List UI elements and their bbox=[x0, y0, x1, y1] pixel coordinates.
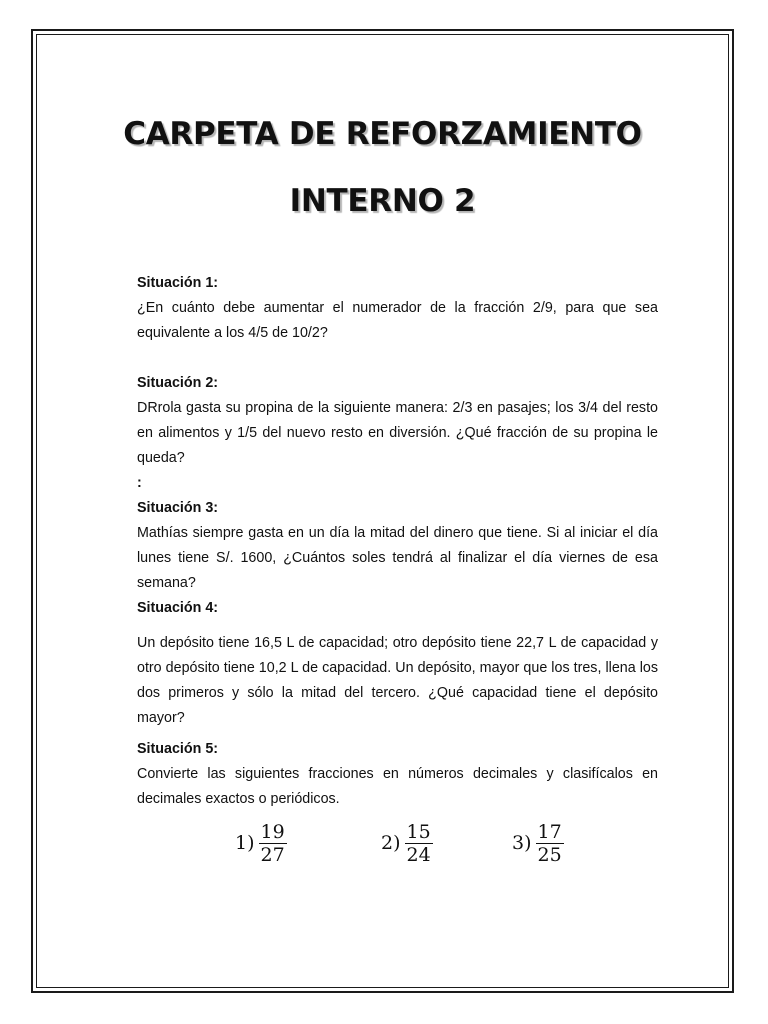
situation-1-heading: Situación 1: bbox=[137, 275, 219, 291]
situation-3-text: Mathías siempre gasta en un día la mitad del dinero que tiene. Si al iniciar el día lunes tiene S/. 1600, ¿Cuántos soles tendrá al finalizar el día viernes de esa semana? bbox=[137, 525, 658, 591]
fraction-denominator: 27 bbox=[260, 843, 285, 866]
fraction-label: 1) bbox=[235, 832, 255, 854]
situation-2-heading: Situación 2: bbox=[137, 375, 219, 391]
fraction-denominator: 25 bbox=[537, 843, 562, 866]
fraction bbox=[536, 821, 564, 866]
situation-3-heading: Situación 3: bbox=[137, 500, 219, 516]
situation-4-text: Un depósito tiene 16,5 L de capacidad; otro depósito tiene 22,7 L de capacidad y otro depósito tiene 10,2 L de capacidad. Un depósito, mayor que los tres, llena los dos primeros y sólo la mitad del tercero. ¿Qué capacidad tiene el depósito mayor? bbox=[137, 635, 658, 726]
situation-2-text: DRrola gasta su propina de la siguiente manera: 2/3 en pasajes; los 3/4 del resto en alimentos y 1/5 del nuevo resto en diversión. ¿Qué fracción de su propina le queda? bbox=[137, 400, 658, 466]
fraction-list bbox=[0, 818, 768, 868]
fraction bbox=[405, 821, 433, 866]
situation-1-text: ¿En cuánto debe aumentar el numerador de la fracción 2/9, para que sea equivalente a los 4/5 de 10/2? bbox=[137, 300, 658, 341]
document-title-line-2: INTERNO 2 bbox=[289, 183, 476, 219]
fraction-denominator: 24 bbox=[406, 843, 431, 866]
fraction bbox=[259, 821, 287, 866]
fraction-item bbox=[381, 818, 433, 868]
fraction-numerator: 19 bbox=[260, 820, 285, 843]
stray-colon: : bbox=[137, 475, 142, 491]
fraction-item bbox=[512, 818, 564, 868]
fraction-label: 2) bbox=[381, 832, 401, 854]
document-body bbox=[137, 271, 658, 812]
fraction-label: 3) bbox=[512, 832, 532, 854]
fraction-numerator: 15 bbox=[406, 820, 431, 843]
fraction-numerator: 17 bbox=[537, 820, 562, 843]
fraction-item bbox=[235, 818, 287, 868]
situation-5-heading: Situación 5: bbox=[137, 741, 219, 757]
situation-5-text: Convierte las siguientes fracciones en números decimales y clasifícalos en decimales exactos o periódicos. bbox=[137, 766, 658, 807]
situation-4-heading: Situación 4: bbox=[137, 600, 219, 616]
document-title-line-1: CARPETA DE REFORZAMIENTO bbox=[123, 116, 642, 152]
